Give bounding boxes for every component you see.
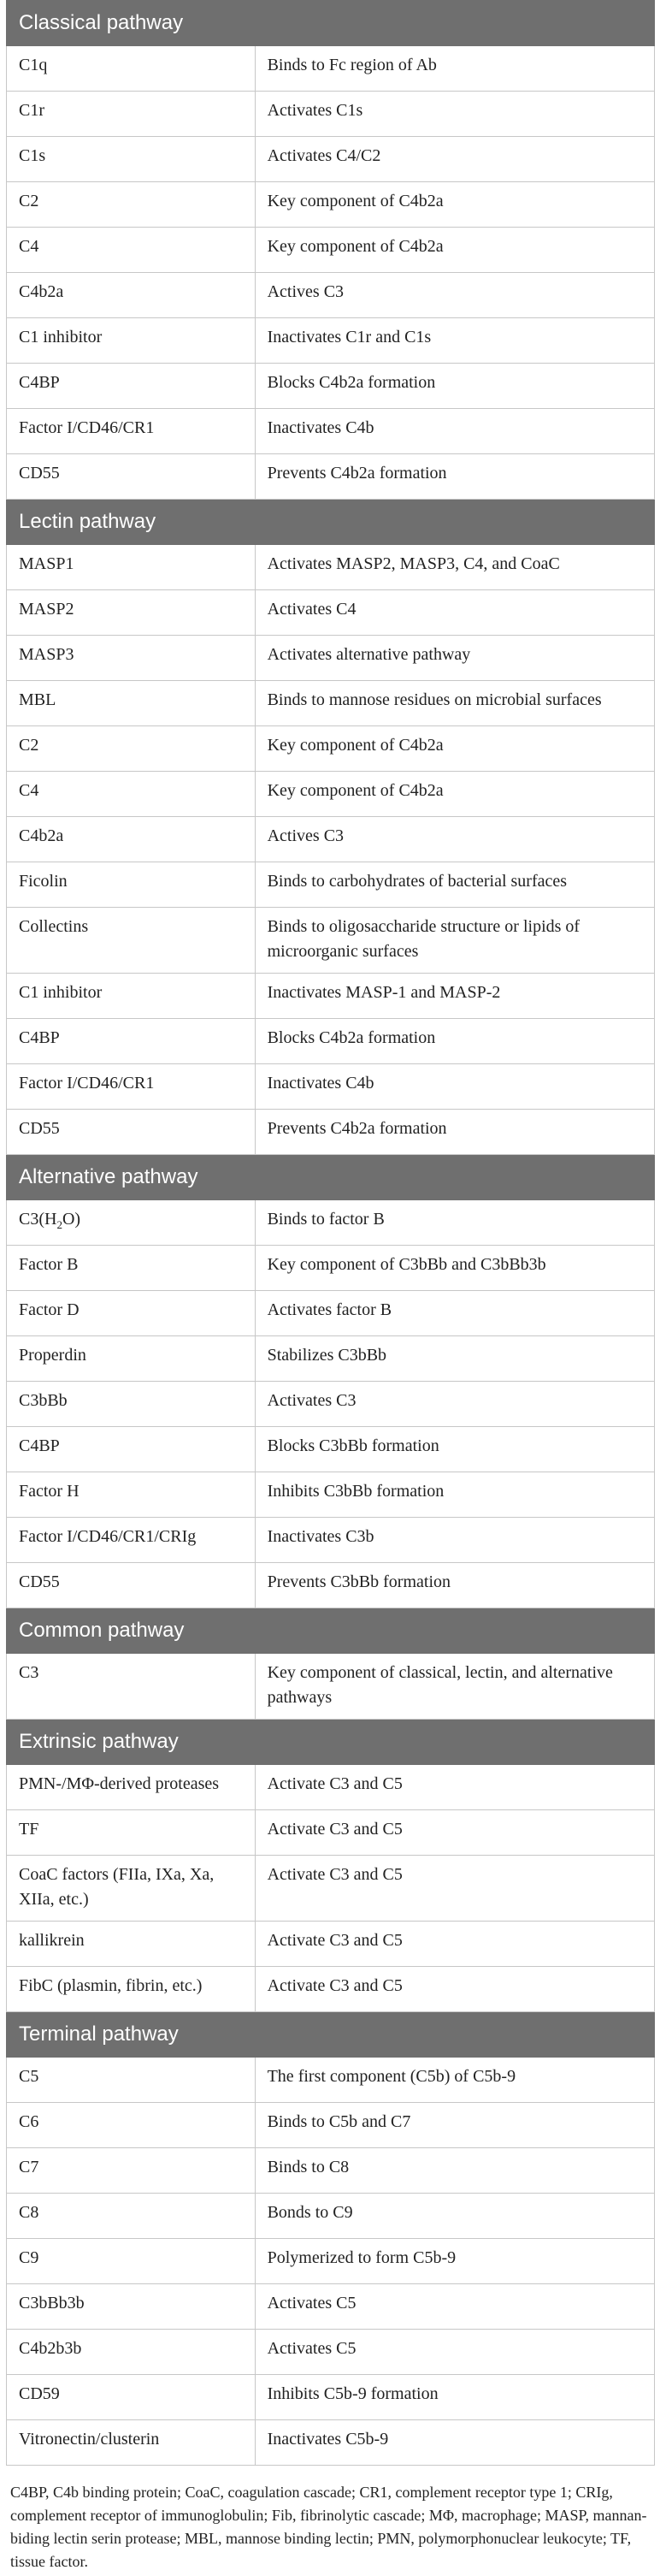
- section-header: [7, 1608, 655, 1654]
- function-cell: Activates alternative pathway: [255, 636, 654, 681]
- table-row: [7, 228, 655, 273]
- table-row: [7, 1810, 655, 1856]
- function-cell: Prevents C3bBb formation: [255, 1563, 654, 1608]
- table-row: [7, 92, 655, 137]
- component-cell: C3bBb: [7, 1382, 256, 1427]
- table-row: [7, 182, 655, 228]
- component-cell: C4: [7, 772, 256, 817]
- component-cell: FibC (plasmin, fibrin, etc.): [7, 1967, 256, 2012]
- component-cell: CD55: [7, 1110, 256, 1155]
- function-cell: Actives C3: [255, 273, 654, 318]
- component-cell: Properdin: [7, 1336, 256, 1382]
- function-cell: Activates C5: [255, 2284, 654, 2330]
- table-row: [7, 2103, 655, 2148]
- table-row: [7, 1967, 655, 2012]
- table-row: [7, 2239, 655, 2284]
- component-cell: C4b2a: [7, 273, 256, 318]
- component-cell: CD55: [7, 454, 256, 500]
- function-cell: Inactivates C4b: [255, 1064, 654, 1110]
- component-cell: Factor I/CD46/CR1: [7, 1064, 256, 1110]
- function-cell: Blocks C4b2a formation: [255, 1019, 654, 1064]
- function-cell: Stabilizes C3bBb: [255, 1336, 654, 1382]
- component-cell: CD55: [7, 1563, 256, 1608]
- table-row: [7, 636, 655, 681]
- component-cell: MASP1: [7, 545, 256, 590]
- component-cell: C8: [7, 2194, 256, 2239]
- component-cell: Collectins: [7, 908, 256, 974]
- section-title: Common pathway: [7, 1608, 655, 1654]
- component-cell: Vitronectin/clusterin: [7, 2420, 256, 2466]
- component-cell: C9: [7, 2239, 256, 2284]
- table-row: [7, 2194, 655, 2239]
- table-row: [7, 590, 655, 636]
- table-row: [7, 772, 655, 817]
- function-cell: Key component of C4b2a: [255, 182, 654, 228]
- table-row: [7, 137, 655, 182]
- function-cell: Binds to factor B: [255, 1200, 654, 1246]
- component-cell: MBL: [7, 681, 256, 726]
- table-row: [7, 46, 655, 92]
- table-row: [7, 2284, 655, 2330]
- table-row: [7, 1246, 655, 1291]
- table-row: [7, 2375, 655, 2420]
- function-cell: Inactivates C5b-9: [255, 2420, 654, 2466]
- section-title: Lectin pathway: [7, 500, 655, 545]
- function-cell: Key component of classical, lectin, and alternative pathways: [255, 1654, 654, 1720]
- function-cell: Key component of C3bBb and C3bBb3b: [255, 1246, 654, 1291]
- function-cell: Binds to carbohydrates of bacterial surfaces: [255, 862, 654, 908]
- section-title: Terminal pathway: [7, 2012, 655, 2058]
- table-row: [7, 1336, 655, 1382]
- table-row: [7, 364, 655, 409]
- table-row: [7, 273, 655, 318]
- function-cell: Prevents C4b2a formation: [255, 454, 654, 500]
- function-cell: Polymerized to form C5b-9: [255, 2239, 654, 2284]
- component-cell: C2: [7, 182, 256, 228]
- section-title: Classical pathway: [7, 1, 655, 46]
- component-cell: Ficolin: [7, 862, 256, 908]
- function-cell: Activates C4/C2: [255, 137, 654, 182]
- section-header: [7, 1155, 655, 1200]
- table-row: [7, 1200, 655, 1246]
- function-cell: Inhibits C5b-9 formation: [255, 2375, 654, 2420]
- table-row: [7, 1922, 655, 1967]
- table-row: [7, 1518, 655, 1563]
- table-row: [7, 1563, 655, 1608]
- table-row: [7, 817, 655, 862]
- component-cell: C7: [7, 2148, 256, 2194]
- component-cell: C4BP: [7, 364, 256, 409]
- component-cell: C3: [7, 1654, 256, 1720]
- table-row: [7, 974, 655, 1019]
- function-cell: Activates MASP2, MASP3, C4, and CoaC: [255, 545, 654, 590]
- component-cell: C2: [7, 726, 256, 772]
- component-cell: Factor H: [7, 1472, 256, 1518]
- component-cell: C4BP: [7, 1019, 256, 1064]
- function-cell: Blocks C3bBb formation: [255, 1427, 654, 1472]
- table-row: [7, 1427, 655, 1472]
- component-cell: C6: [7, 2103, 256, 2148]
- component-cell: C4BP: [7, 1427, 256, 1472]
- component-cell: CD59: [7, 2375, 256, 2420]
- component-cell: Factor I/CD46/CR1: [7, 409, 256, 454]
- function-cell: Binds to C8: [255, 2148, 654, 2194]
- function-cell: Activates C5: [255, 2330, 654, 2375]
- component-cell: C1 inhibitor: [7, 318, 256, 364]
- function-cell: Inactivates C4b: [255, 409, 654, 454]
- component-cell: kallikrein: [7, 1922, 256, 1967]
- table-row: [7, 681, 655, 726]
- function-cell: Blocks C4b2a formation: [255, 364, 654, 409]
- function-cell: Inhibits C3bBb formation: [255, 1472, 654, 1518]
- table-row: [7, 2148, 655, 2194]
- table-row: [7, 1019, 655, 1064]
- table-row: [7, 409, 655, 454]
- function-cell: Binds to oligosaccharide structure or lipids of microorganic surfaces: [255, 908, 654, 974]
- function-cell: Inactivates C1r and C1s: [255, 318, 654, 364]
- component-cell: MASP3: [7, 636, 256, 681]
- table-footnote: C4BP, C4b binding protein; CoaC, coagulation cascade; CR1, complement receptor type 1; CRIg, complement receptor of immunoglobulin; Fib, fibrinolytic cascade; MΦ, macrophage; MASP, mannan-biding lectin serin protease; MBL, mannose binding lectin; PMN, polymorphonuclear leukocyte; TF, tissue factor.: [10, 2484, 647, 2570]
- function-cell: Binds to Fc region of Ab: [255, 46, 654, 92]
- component-cell: C5: [7, 2058, 256, 2103]
- component-cell: C4b2b3b: [7, 2330, 256, 2375]
- function-cell: Activate C3 and C5: [255, 1967, 654, 2012]
- table-row: [7, 1291, 655, 1336]
- table-row: [7, 1110, 655, 1155]
- component-cell: Factor B: [7, 1246, 256, 1291]
- table-row: [7, 2330, 655, 2375]
- component-cell: Factor D: [7, 1291, 256, 1336]
- complement-pathway-table: [6, 0, 655, 2466]
- table-row: [7, 1382, 655, 1427]
- component-cell: C1r: [7, 92, 256, 137]
- function-cell: Key component of C4b2a: [255, 228, 654, 273]
- section-header: [7, 2012, 655, 2058]
- function-cell: Key component of C4b2a: [255, 726, 654, 772]
- component-cell: C3bBb3b: [7, 2284, 256, 2330]
- table-row: [7, 545, 655, 590]
- section-header: [7, 500, 655, 545]
- table-row: [7, 1064, 655, 1110]
- function-cell: Activates C4: [255, 590, 654, 636]
- table-row: [7, 2420, 655, 2466]
- table-row: [7, 1472, 655, 1518]
- component-cell: CoaC factors (FIIa, IXa, Xa, XIIa, etc.): [7, 1856, 256, 1922]
- function-cell: Bonds to C9: [255, 2194, 654, 2239]
- component-cell: C4: [7, 228, 256, 273]
- section-header: [7, 1720, 655, 1765]
- function-cell: Binds to mannose residues on microbial surfaces: [255, 681, 654, 726]
- function-cell: Binds to C5b and C7: [255, 2103, 654, 2148]
- function-cell: Activate C3 and C5: [255, 1810, 654, 1856]
- table-row: [7, 862, 655, 908]
- function-cell: Activate C3 and C5: [255, 1765, 654, 1810]
- component-cell: $C3(H_2O)$: [7, 1200, 256, 1246]
- table-row: [7, 454, 655, 500]
- component-cell: MASP2: [7, 590, 256, 636]
- table-row: [7, 318, 655, 364]
- table-row: [7, 726, 655, 772]
- table-row: [7, 2058, 655, 2103]
- function-cell: Prevents C4b2a formation: [255, 1110, 654, 1155]
- function-cell: Inactivates MASP-1 and MASP-2: [255, 974, 654, 1019]
- section-title: Extrinsic pathway: [7, 1720, 655, 1765]
- component-cell: C4b2a: [7, 817, 256, 862]
- component-cell: C1 inhibitor: [7, 974, 256, 1019]
- function-cell: The first component (C5b) of C5b-9: [255, 2058, 654, 2103]
- component-cell: PMN-/MΦ-derived proteases: [7, 1765, 256, 1810]
- function-cell: Activates factor B: [255, 1291, 654, 1336]
- table-row: [7, 1765, 655, 1810]
- function-cell: Key component of C4b2a: [255, 772, 654, 817]
- function-cell: Activates C1s: [255, 92, 654, 137]
- component-cell: TF: [7, 1810, 256, 1856]
- component-cell: C1q: [7, 46, 256, 92]
- function-cell: Inactivates C3b: [255, 1518, 654, 1563]
- table-row: [7, 1856, 655, 1922]
- section-header: [7, 1, 655, 46]
- component-cell: Factor I/CD46/CR1/CRIg: [7, 1518, 256, 1563]
- function-cell: Activates C3: [255, 1382, 654, 1427]
- function-cell: Activate C3 and C5: [255, 1856, 654, 1922]
- component-cell: C1s: [7, 137, 256, 182]
- function-cell: Activate C3 and C5: [255, 1922, 654, 1967]
- function-cell: Actives C3: [255, 817, 654, 862]
- table-row: [7, 908, 655, 974]
- table-row: [7, 1654, 655, 1720]
- section-title: Alternative pathway: [7, 1155, 655, 1200]
- table-body: [7, 1, 655, 2466]
